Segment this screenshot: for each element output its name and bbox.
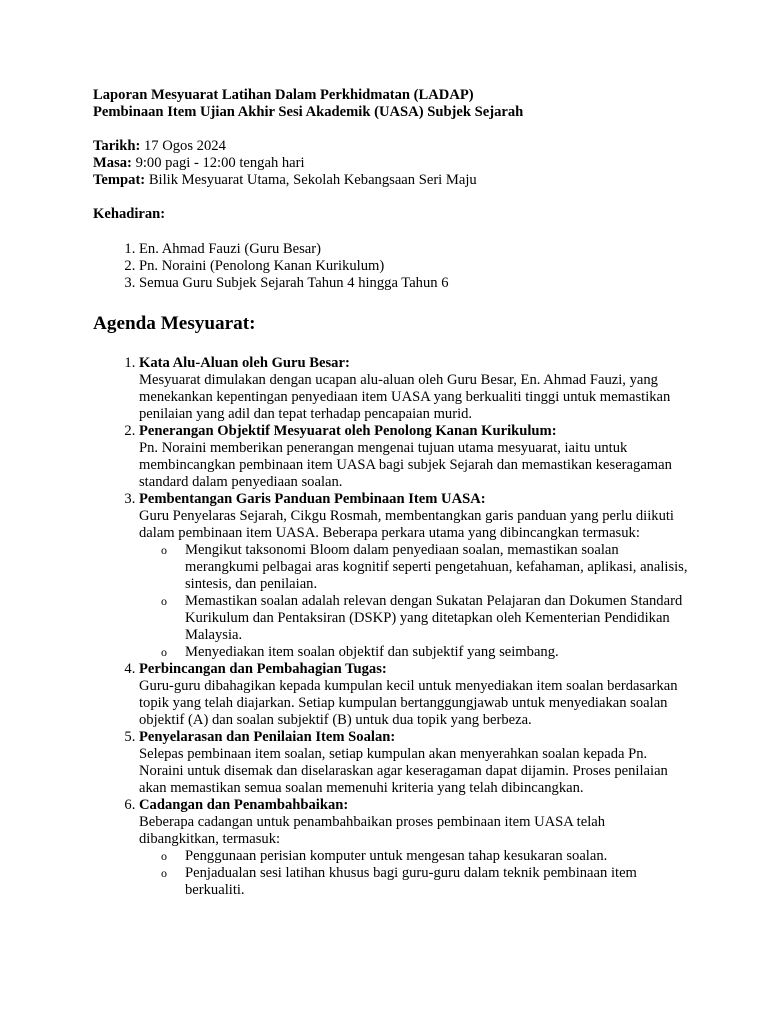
- attendance-heading: Kehadiran:: [93, 206, 166, 222]
- agenda-item-body: Mesyuarat dimulakan dengan ucapan alu-aluan oleh Guru Besar, En. Ahmad Fauzi, yang menekankan kepentingan penyediaan item UASA yang berkualiti tinggi untuk memastikan penilaian yang adil dan tepat terhadap pencapaian murid.: [139, 372, 671, 422]
- agenda-sub-item: o Penggunaan perisian komputer untuk mengesan tahap kesukaran soalan.: [185, 848, 688, 865]
- agenda-heading: Agenda Mesyuarat:: [93, 313, 256, 334]
- report-title-line-2: Pembinaan Item Ujian Akhir Sesi Akademik (UASA) Subjek Sejarah: [93, 104, 524, 120]
- agenda-item-title: 5. Penyelarasan dan Penilaian Item Soalan:: [139, 729, 396, 745]
- time-label: Masa:: [93, 155, 132, 171]
- agenda-item-body: Guru Penyelaras Sejarah, Cikgu Rosmah, membentangkan garis panduan yang perlu diikuti dalam pembinaan item UASA. Beberapa perkara utama yang dibincangkan termasuk:: [139, 508, 674, 541]
- agenda-item-title: 1. Kata Alu-Aluan oleh Guru Besar:: [139, 355, 350, 371]
- agenda-item: [139, 355, 688, 423]
- meeting-details: [93, 138, 688, 189]
- agenda-item: [139, 423, 688, 491]
- place-label: Tempat:: [93, 172, 146, 188]
- agenda-item: [139, 661, 688, 729]
- agenda-item-body: Pn. Noraini memberikan penerangan mengenai tujuan utama mesyuarat, iaitu untuk membincangkan pembinaan item UASA bagi subjek Sejarah dan memastikan keseragaman standard dalam penyediaan soalan.: [139, 440, 672, 490]
- agenda-sub-list: [139, 848, 688, 899]
- date-label: Tarikh:: [93, 138, 141, 154]
- meeting-place: [93, 172, 688, 189]
- agenda-item-body: Guru-guru dibahagikan kepada kumpulan kecil untuk menyediakan item soalan berdasarkan topik yang telah diajarkan. Setiap kumpulan bertanggungjawab untuk menyediakan soalan objektif (A) dan soalan subjektif (B) untuk dua topik yang berbeza.: [139, 678, 678, 728]
- agenda-sub-item: o Memastikan soalan adalah relevan dengan Sukatan Pelajaran dan Dokumen Standard Kurikulum dan Pentaksiran (DSKP) yang ditetapkan oleh Kementerian Pendidikan Malaysia.: [185, 593, 688, 644]
- report-title-line-1: Laporan Mesyuarat Latihan Dalam Perkhidmatan (LADAP): [93, 87, 474, 103]
- attendance-item: 1. En. Ahmad Fauzi (Guru Besar): [139, 241, 688, 258]
- agenda-sub-list: [139, 542, 688, 661]
- report-title: [93, 87, 688, 121]
- meeting-date: [93, 138, 688, 155]
- agenda-item-title: 6. Cadangan dan Penambahbaikan:: [139, 797, 349, 813]
- agenda-item: [139, 729, 688, 797]
- agenda-sub-item: o Menyediakan item soalan objektif dan subjektif yang seimbang.: [185, 644, 688, 661]
- attendance-list: [93, 241, 688, 292]
- agenda-sub-item: o Mengikut taksonomi Bloom dalam penyediaan soalan, memastikan soalan merangkumi pelbagai aras kognitif seperti pengetahuan, kefahaman, aplikasi, analisis, sintesis, dan penilaian.: [185, 542, 688, 593]
- agenda-item-title: 2. Penerangan Objektif Mesyuarat oleh Penolong Kanan Kurikulum:: [139, 423, 557, 439]
- agenda-item-title: 3. Pembentangan Garis Panduan Pembinaan Item UASA:: [139, 491, 486, 507]
- attendance-item: 2. Pn. Noraini (Penolong Kanan Kurikulum): [139, 258, 688, 275]
- agenda-sub-item: o Penjadualan sesi latihan khusus bagi guru-guru dalam teknik pembinaan item berkualiti.: [185, 865, 688, 899]
- agenda-item: [139, 797, 688, 899]
- agenda-item: [139, 491, 688, 661]
- place-value: Bilik Mesyuarat Utama, Sekolah Kebangsaan Seri Maju: [145, 172, 477, 188]
- agenda-list: [93, 355, 688, 899]
- agenda-item-body: Selepas pembinaan item soalan, setiap kumpulan akan menyerahkan soalan kepada Pn. Noraini untuk disemak dan diselaraskan agar keseragaman dapat dijamin. Proses penilaian akan memastikan semua soalan memenuhi kriteria yang telah dibincangkan.: [139, 746, 668, 796]
- time-value: 9:00 pagi - 12:00 tengah hari: [131, 155, 305, 171]
- attendance-item: 3. Semua Guru Subjek Sejarah Tahun 4 hingga Tahun 6: [139, 275, 688, 292]
- agenda-item-body: Beberapa cadangan untuk penambahbaikan proses pembinaan item UASA telah dibangkitkan, termasuk:: [139, 814, 606, 847]
- agenda-item-title: 4. Perbincangan dan Pembahagian Tugas:: [139, 661, 387, 677]
- date-value: 17 Ogos 2024: [140, 138, 226, 154]
- meeting-time: [93, 155, 688, 172]
